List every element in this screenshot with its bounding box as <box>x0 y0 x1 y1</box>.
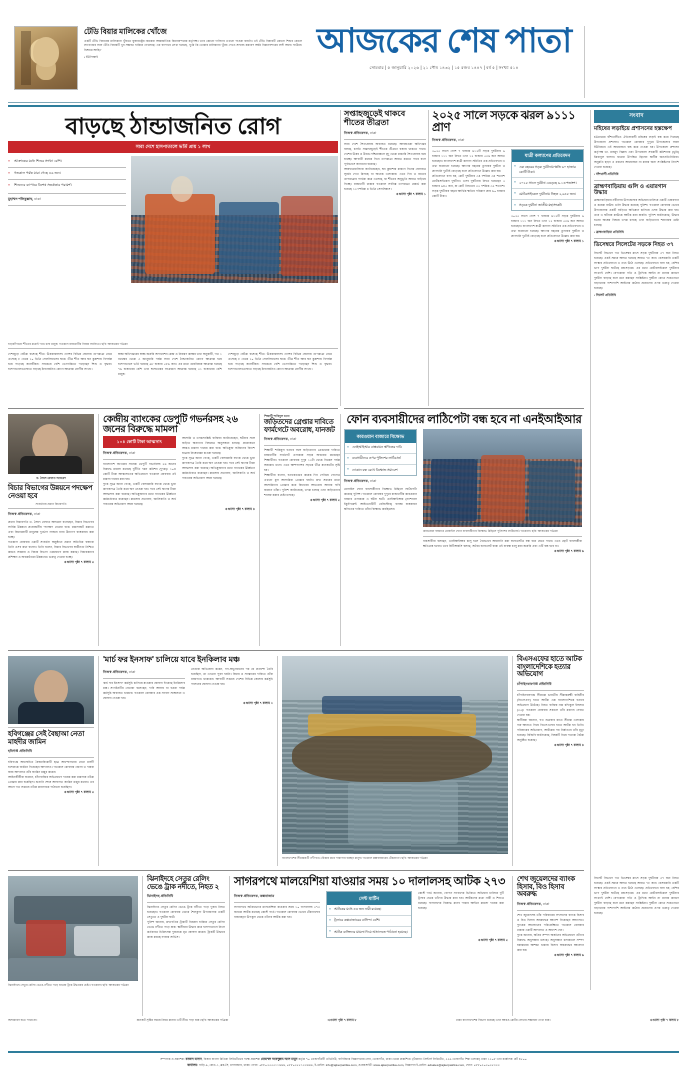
bsf-text-1: চাঁপাইনবাবগঞ্জ সীমান্তে ভারতীয় সীমান্তরক্ষী বাহিনীর (বিএসএফ) হাতে আটক এক বাংলাদেশিকে হত্যার অভিযোগ উঠেছে। নিহত ব্যক্তির নাম রফিকুল ইসলাম (৩৫)। গতকাল রোববার সকালে তাঁর মরদেহ ফেরত দেওয়া হয়। <box>517 692 584 717</box>
habiganj-continuation: এগুলো পৃষ্ঠা ৭ কলাম ৩ <box>64 790 94 795</box>
road-text-col <box>432 149 505 240</box>
lead-text-col-1: দেশজুড়ে জেঁকে বসেছে শীত। উত্তরাঞ্চলসহ দেশের বিভিন্ন জেলায় তাপমাত্রা নেমে এসেছে ৮ থেকে ১০ ডিগ্রি সেলসিয়াসের ঘরে। তীব্র শীত আর ঘন কুয়াশায় বিপর্যস্ত হয়ে পড়েছে জনজীবন। সবচেয়ে বেশি ভোগান্তিতে পড়েছেন শিশু ও বৃদ্ধরা। হাসপাতালগুলোতে বাড়ছে ঠান্ডাজনিত রোগে আক্রান্ত রোগীর সংখ্যা। <box>8 352 112 372</box>
phone-factbox-row: » এনইআইআর বাস্তবায়ন স্থগিতের দাবি <box>345 443 416 454</box>
rail-item-headline: ব্রাহ্মণবাড়িয়ায় গুলি ও এয়ারগান উদ্ধার <box>594 183 667 196</box>
bsf-story[interactable] <box>517 656 584 749</box>
march-text-2: নেতারা অভিযোগ করেন, গণ-অভ্যুত্থানের পর যে প্রত্যাশা তৈরি হয়েছিল, তা এখনো পূরণ হয়নি। বিচার ও সংস্কারের দাবিতে তাঁরা রাজপথে থাকবেন। আগামী সপ্তাহে দেশের বিভিন্ন জেলায় কর্মসূচি পালনের ঘোষণা দেওয়া হয়। <box>191 666 273 686</box>
road-byline-name: নিজস্ব প্রতিবেদক, <box>432 137 457 142</box>
teddy-bear-photo <box>14 26 78 90</box>
rail-item[interactable] <box>594 126 679 176</box>
footer-contact: বাড়ি-৯, রোড-১, ব্লক-সি, মগবাজার, ঢাকা। ফোন: +৮৮০২৫৫৫১১৬৬৬, +৮৮০২৫৫১২২৬৬৬, ই-মেইল: info@ajkerpatrika.com, ওয়েবসাইট: www.ajkerpatrika.com, বিজ্ঞাপন ই-মেইল: adsales@ajkerpatrika.com, ফোন: +৮৮০২০২০২৫৩২২ <box>198 1062 500 1067</box>
bridge-byline: ঝিনাইদহ প্রতিনিধি <box>147 894 174 899</box>
masthead <box>8 22 679 104</box>
judge-byline <box>8 511 94 518</box>
road-box-col <box>511 149 584 240</box>
bank-text-4: দুদক সূত্রে জানা গেছে, একটি বেসরকারি ব্যাংক থেকে ভুয়া কাগজপত্র তৈরি করে ঋণ নেওয়া হয়। পরে সেই ঋণের টাকা আত্মসাৎ করা হয়েছে। অভিযুক্তদের মধ্যে ব্যাংকের ঊর্ধ্বতন কর্মকর্তারাও রয়েছেন। মামলায় প্রতারণা, জালিয়াতি ও অর্থ পাচারের অভিযোগ আনা হয়েছে। <box>182 456 255 481</box>
road-continuation: এগুলো পৃষ্ঠা ৭ কলাম ১ <box>554 239 584 244</box>
bridge-photo <box>8 876 138 981</box>
sheikh-headline: শেখ জুয়েলদের ব্যাংক হিসাব, বিও হিসাব অবরুদ্ধ <box>517 876 575 899</box>
jump-strip-mid: যানজট সৃষ্টির সময়ে নিয়ম মানার এটি নীচে পড়া যায়। ছবি: আজকের পত্রিকা <box>136 1018 229 1022</box>
habiganj-photo <box>8 656 94 724</box>
judge-photo <box>8 414 94 474</box>
col-divider-low-1 <box>98 656 99 866</box>
judge-text-1: প্রধান বিচারপতি ড. সৈয়দ রেফাত আহমেদ বলেছেন, বিচার বিভাগের সার্বিক উন্নয়নে প্রয়োজনীয় পদক্ষেপ নেওয়া হবে। মামলাজট কমাতে এবং বিচারপ্রার্থী মানুষের দুর্ভোগ লাঘবে নানা উদ্যোগ বাস্তবায়ন করা হচ্ছে। <box>8 520 94 540</box>
boat-photo-caption: বাংলাদেশের সীমান্তবর্তী নদীপথে নৌকায় করে পারাপার হচ্ছেন মানুষ। গতকাল কক্সবাজারের টেকনাফে। ছবি: আজকের পত্রিকা <box>282 856 428 860</box>
sea-text-1: সাগরপথে অবৈধভাবে মালয়েশিয়া যাওয়ার সময় ১০ দালালসহ ২৭৩ জনকে আটক করেছে কোস্ট গার্ড। গতকাল রোববার ভোরে টেকনাফের বাহারছড়া উপকূল থেকে তাঁদের আটক করা হয়। <box>234 905 320 920</box>
march-continuation: এগুলো পৃষ্ঠা ৭ কলাম ২ <box>243 700 273 705</box>
rail-item[interactable] <box>594 184 679 236</box>
road-factbox <box>511 149 584 212</box>
lead-red-bar: সারা দেশে হাসপাতালে ভর্তি প্রায় ১ লাখ <box>8 141 338 153</box>
habiganj-byline: হবিগঞ্জ প্রতিনিধি <box>8 749 32 754</box>
phone-headline: ফোন ব্যবসায়ীদের লাঠিপেটা বন্ধ হবে না এনইআইআর <box>346 414 582 426</box>
teaser-text: একটি টেডি বিয়ারের মালিকানা খুঁজতে যুক্তরাষ্ট্রের নামকরা আন্তর্জাতিক বিমানবন্দরের কর্তৃপক্ষ। তবে কোনো দাবিদার এখনো পাওয়া যায়নি। এই টেডি বিয়ারটি কোনো শিশুর কোলে লাগেজের সঙ্গে টেডি বিয়ারটি খুব সম্ভবত হারিয়ে ফেলেছে। এর ব্যাপারে লেখা হয়েছে, 'তুমি কি তোমার মালিকানা খুঁজে পেতে সাহায্য করবে? আমি বিমানবন্দরের লস্ট অ্যান্ড ফাউন্ডে বিশ্রামে আছি।' <box>84 38 302 53</box>
lead-byline-loc: ঢাকা <box>33 197 41 202</box>
march-headline: 'মার্চ ফর ইনসাফ' চালিয়ে যাবে ইনকিলাব মঞ্চ <box>103 655 240 664</box>
sheikh-continuation: এগুলো পৃষ্ঠা ৭ কলাম ৬ <box>554 952 584 957</box>
phone-photo <box>423 429 582 527</box>
footer-address: কর্তৃক ৭০ তেজগাঁওয়ী এভিনিউ, বাণিজ্যিক বিজ্ঞাপনের লেন, তেজগাঁও, ঢাকা থেকে প্রকাশিত। (ঠিকানা: প্রিন্টার্স লিমিটেড, ২২৯ তেজগাঁও শিল্প এলাকা) ঢাকা ১২০৮ এনা কার্যালয়: প্লট ৪৫০০ <box>297 1057 527 1062</box>
rail-item-text: ব্রাহ্মণবাড়িয়ার নবীনগর উপজেলায় অভিযান চালিয়ে একটি এয়ারগান ও কয়েক রাউন্ড গুলি উদ্ধার করেছে পুলিশ। গতকাল রোববার ভোরে উপজেলার একটি বাড়িতে অভিযান চালিয়ে এসব উদ্ধার করা হয়। তবে এ ঘটনায় কাউকে আটক করা যায়নি। পুলিশ জানিয়েছে, উদ্ধার হওয়া অস্ত্রের বিষয়ে তদন্ত চলছে এবং জড়িতদের শনাক্তের চেষ্টা চলছে। <box>594 198 679 228</box>
bsf-continuation: এগুলো পৃষ্ঠা ৭ কলাম ৪ <box>554 742 584 747</box>
right-rail <box>594 110 679 298</box>
bank-continuation: এগুলো পৃষ্ঠা ৭ কলাম ৪ <box>225 506 255 511</box>
bank-text-2: দুদক সূত্রে জানা গেছে, একটি বেসরকারি ব্যাংক থেকে ভুয়া কাগজপত্র তৈরি করে ঋণ নেওয়া হয়। পরে সেই ঋণের টাকা আত্মসাৎ করা হয়েছে। অভিযুক্তদের মধ্যে ব্যাংকের ঊর্ধ্বতন কর্মকর্তারাও রয়েছেন। মামলায় প্রতারণা, জালিয়াতি ও অর্থ পাচারের অভিযোগ আনা হয়েছে। <box>103 481 176 506</box>
phone-byline-loc: ঢাকা <box>368 479 377 484</box>
jump-strip-mid3: ঢাকা বাংলাদেশের বিভাগ রয়েছে এবং আরও মোটর লেখার সম্ভাবনা দেখা যায়। <box>456 1018 551 1022</box>
jump-strip-mid2: এগুলো পৃষ্ঠা ৭ কলাম ৮ <box>327 1018 357 1022</box>
bank-story[interactable] <box>103 414 255 513</box>
road-factbox-row: » মোটরসাইকেল দুর্ঘটনায় নিহত ২,৯৪৫ জন। <box>512 189 583 200</box>
col-divider-bot-2 <box>229 876 230 1016</box>
road-text-2: প্রতিবেদনে বলা হয়, মোট দুর্ঘটনার ৩৪ দশমিক ৩৪ শতাংশ মোটরসাইকেল দুর্ঘটনা। এসব দুর্ঘটনায় নিহত হয়েছেন ২ হাজার ৯৪৫ জন, যা মোট নিহতের ৩২ দশমিক ৩২ শতাংশ। সড়ক দুর্ঘটনায় বছরে আর্থিক ক্ষতির পরিমাণ প্রায় ৬০ হাজার কোটি টাকা। <box>432 173 505 198</box>
page-footer <box>8 1051 679 1068</box>
habiganj-text-2: আইনজীবীরা জানান, চাঁদাবাজির অভিযোগে দায়ের করা মামলায় তাঁকে গ্রেপ্তার করা হয়েছিল। শুনানি শেষে আদালত জামিন মঞ্জুর করেন। এর আগে গত সপ্তাহে তাঁকে কারাগারে পাঠানো হয়েছিল। <box>8 775 94 790</box>
footer-editor-name: কাজল হাসান <box>185 1057 202 1062</box>
judge-headline: বিচার বিভাগের উন্নয়নে পদক্ষেপ নেওয়া হবে <box>8 485 93 500</box>
protest-text-1: শিক্ষার্থী শাকিবুল হত্যার সঙ্গে জড়িতদের গ্রেপ্তারের দাবিতে রাজধানীর ফার্মগেট এলাকায় সড়ক অবরোধ করেছেন শিক্ষার্থীরা। গতকাল রোববার দুপুর ১২টা থেকে বিকেল পর্যন্ত অবরোধ চলে। এতে আশপাশের সড়কে তীব্র যানজটের সৃষ্টি হয়। <box>264 448 340 473</box>
footer-line-2 <box>8 1063 679 1068</box>
march-byline <box>103 669 185 676</box>
col-divider-low-2 <box>277 656 278 866</box>
sheikh-byline <box>517 901 584 908</box>
sea-factbox-title: সেন্ট মার্টিন <box>327 892 411 904</box>
road-text-1: ২০২৫ সালে দেশে ৭ হাজার ৬১২টি সড়ক দুর্ঘটনায় ৯ হাজার ১১১ জন নিহত এবং ১২ হাজার ৫৩৬ জন আহত হয়েছেন। বাংলাদেশ যাত্রী কল্যাণ সমিতির এক প্রতিবেদনে এ তথ্য জানানো হয়েছে। আগের বছরের তুলনায় দুর্ঘটনা ও প্রাণহানি দুটোই বেড়েছে বলে প্রতিবেদনে উল্লেখ করা হয়। <box>432 148 505 173</box>
protest-headline: জড়িতদের গ্রেপ্তার দাবিতে ফার্মগেটে অবরোধ, যানজট <box>264 419 335 434</box>
rail-item-headline: মহিষের লড়াইয়ে প্রশাসনের হস্তক্ষেপ <box>594 126 672 133</box>
bank-text-1: বাংলাদেশ ব্যাংকের সাবেক ডেপুটি গভর্নরসহ ২৬ জনের বিরুদ্ধে মামলা করেছে দুর্নীতি দমন কমিশন (দুদক)। ১০৪ কোটি টাকা আত্মসাতের অভিযোগে গতকাল রোববার এই মামলা দায়ের করা হয়। <box>103 461 176 481</box>
sheikh-story[interactable] <box>517 876 584 959</box>
lead-bullets <box>8 156 126 283</box>
rail-bottom-text: সিলেট বিভাগে গত ডিসেম্বর মাসে সড়ক দুর্ঘটনায় ৩৭ জন নিহত হয়েছে। একই সময়ে আহত হয়েছে আরও ৭৮ জন। বেসরকারি একটি সংস্থার প্রতিবেদনে এ তথ্য উঠে এসেছে। প্রতিবেদনে বলা হয়, বেশির ভাগ দুর্ঘটনা ঘটেছে মহাসড়কে। এর মধ্যে মোটরসাইকেল দুর্ঘটনার সংখ্যাই বেশি। বেপরোয়া গতি ও ট্রাফিক আইন না মানার কারণে দুর্ঘটনা বাড়ছে বলে মনে করছেন সংশ্লিষ্টরা। দুর্ঘটনা রোধে সচেতনতা বাড়ানোর পাশাপাশি আইনের কঠোর প্রয়োগের ওপর গুরুত্ব দেওয়া হয়েছে। <box>594 876 679 915</box>
bridge-story[interactable] <box>147 876 225 940</box>
habiganj-headline: হবিগঞ্জের সেই বৈছাআ নেতা মাহদীর জামিন <box>8 731 85 746</box>
lead-bullet: » শিশুদের ব্যাপারে বিশেষ সতর্কতার পরামর্শ। <box>8 180 126 191</box>
rail-bottom <box>594 876 679 916</box>
phone-text-2: ব্যবসায়ীরা বলছেন, এনইআইআর চালু হলে বৈধভাবে আমদানি করা হ্যান্ডসেটও বন্ধ হয়ে যেতে পারে। এতে ছোট ব্যবসায়ীরা ক্ষতিগ্রস্ত হবেন। তবে বিটিআরসি বলছে, অবৈধ হ্যান্ডসেট বন্ধে এই ব্যবস্থা চালু করা জরুরি এবং এটি বন্ধ হবে না। <box>423 538 582 548</box>
protest-text-2: শিক্ষার্থীরা বলেন, হত্যাকাণ্ডের কয়েক দিন পেরিয়ে গেলেও এখনো মূল আসামিরা গ্রেপ্তার হয়নি। দ্রুত সময়ের মধ্যে আসামিদের গ্রেপ্তার করে বিচারের আওতায় আনার দাবি জানান তাঁরা। পুলিশ জানিয়েছে, তদন্ত চলছে এবং জড়িতদের শনাক্ত করার চেষ্টা চলছে। <box>264 473 340 498</box>
weather-continuation: এগুলো পৃষ্ঠা ৭ কলাম ১ <box>396 191 426 196</box>
road-byline-loc: ঢাকা <box>456 137 465 142</box>
bsf-byline: চাঁপাইনবাবগঞ্জ প্রতিনিধি <box>517 681 552 686</box>
rail-item-text: চট্টগ্রামের বাঁশখালীতে ঐতিহ্যবাহী মহিষের লড়াই বন্ধ করে দিয়েছে উপজেলা প্রশাসন। গতকাল রোববার দুপুরে উপজেলার সরল ইউনিয়নে এই আয়োজন বন্ধ করে দেওয়া হয়। উপজেলা প্রশাসন কর্তৃপক্ষ ডা. মাহমুদ বিল্লাহ এবং উপজেলা সহকারী কমিশনার (ভূমি) ইমরানুল হাসান। যাওয়া উপস্থিত ছিলেন স্থানীয় জনপ্রতিনিধিরা। অনুমতি ছাড়া এ ধরনের আয়োজন না করার জন্য সংশ্লিষ্টদের নির্দেশ দেওয়া হয়েছে। <box>594 134 679 169</box>
footer-publisher-label: , বিজন বাংলা মিডিয়া লিমিটেডের পক্ষে প্রকাশক <box>201 1057 261 1062</box>
boat-photo-block <box>282 656 508 860</box>
protest-byline-loc: ঢাকা <box>288 437 297 442</box>
jump-strip-right: এগুলো পৃষ্ঠা ৭ কলাম ৮ <box>649 1018 679 1022</box>
protest-continuation: এগুলো পৃষ্ঠা ৭ কলাম ৫ <box>310 498 340 503</box>
rail-item[interactable] <box>594 242 679 297</box>
bank-byline-name: নিজস্ব প্রতিবেদক, <box>103 450 128 455</box>
footer-office-label: কার্যালয়: <box>187 1062 199 1067</box>
road-story[interactable] <box>432 110 584 245</box>
rule-mid-left <box>8 408 338 409</box>
rail-item-text: সিলেট বিভাগে গত ডিসেম্বর মাসে সড়ক দুর্ঘটনায় ৩৭ জন নিহত হয়েছে। একই সময়ে আহত হয়েছে আরও ৭৮ জন। বেসরকারি একটি সংস্থার প্রতিবেদনে এ তথ্য উঠে এসেছে। প্রতিবেদনে বলা হয়, বেশির ভাগ দুর্ঘটনা ঘটেছে মহাসড়কে। এর মধ্যে মোটরসাইকেল দুর্ঘটনার সংখ্যাই বেশি। বেপরোয়া গতি ও ট্রাফিক আইন না মানার কারণে দুর্ঘটনা বাড়ছে বলে মনে করছেন সংশ্লিষ্টরা। দুর্ঘটনা রোধে সচেতনতা বাড়ানোর পাশাপাশি আইনের কঠোর প্রয়োগের ওপর গুরুত্ব দেওয়া হয়েছে। <box>594 250 679 290</box>
protest-kicker: শিক্ষার্থী শাকিবুল হত্যা <box>264 414 290 418</box>
rail-divider <box>590 110 591 990</box>
rule-top-1 <box>8 102 679 103</box>
bridge-headline: ঝিনাইদহে সেতুর রেলিং ভেঙে ট্রাক নদীতে, নিহত ২ <box>147 876 220 891</box>
dateline: সোমবার | ৫ জানুয়ারি ২০২৬ | ২১ পৌষ ১৪৩২ | ১৫ রজব ১৪৪৭ | বর্ষ ৫ | সংখ্যা ৫১৪ <box>369 64 519 70</box>
teaser-box <box>14 26 302 92</box>
road-text-3: ২০২৫ সালে দেশে ৭ হাজার ৬১২টি সড়ক দুর্ঘটনায় ৯ হাজার ১১১ জন নিহত এবং ১২ হাজার ৫৩৬ জন আহত হয়েছেন। বাংলাদেশ যাত্রী কল্যাণ সমিতির এক প্রতিবেদনে এ তথ্য জানানো হয়েছে। আগের বছরের তুলনায় দুর্ঘটনা ও প্রাণহানি দুটোই বেড়েছে বলে প্রতিবেদনে উল্লেখ করা হয়। <box>511 214 584 239</box>
newspaper-sheet <box>8 22 679 1022</box>
march-text-1: 'মার্চ ফর ইনসাফ' কর্মসূচি চালিয়ে যাওয়ার ঘোষণা দিয়েছে ইনকিলাব মঞ্চ। সংগঠনটির নেতারা বলেছেন, দাবি আদায় না হওয়া পর্যন্ত কর্মসূচি অব্যাহত থাকবে। গতকাল রোববার এক সংবাদ সম্মেলনে এ ঘোষণা দেওয়া হয়। <box>103 680 185 700</box>
sheikh-text-2: দুদক জানায়, অবৈধ সম্পদ অর্জনের অভিযোগে তাঁদের বিরুদ্ধে অনুসন্ধান চলছে। অনুসন্ধান চলাকালে সম্পদ হস্তান্তরের আশঙ্কা থাকায় হিসাব অবরুদ্ধের আবেদন করা হয়। <box>517 932 584 952</box>
phone-byline-name: নিজস্ব প্রতিবেদক, <box>344 479 369 484</box>
judge-story[interactable] <box>8 414 94 566</box>
boat-photo <box>282 656 508 854</box>
sheikh-text-1: শেখ জুয়েলসহ তাঁর পরিবারের সদস্যদের ব্যাংক হিসাব ও বিও হিসাব অবরুদ্ধের আদেশ দিয়েছেন আদালত। দুদকের আবেদনের পরিপ্রেক্ষিতে গতকাল রোববার ঢাকার একটি আদালত এ আদেশ দেন। <box>517 912 584 932</box>
bank-byline <box>103 450 176 457</box>
phone-caption: কারওয়ান বাজারে মোবাইল ফোন ব্যবসায়ীদের বিক্ষোভ মিছিলে পুলিশের লাঠিচার্জ। গতকাল। ছবি: আজকের পত্রিকা <box>423 529 558 534</box>
col-divider-mid-1 <box>98 414 99 646</box>
sea-text-2: কোস্ট গার্ড জানায়, গোপন সংবাদের ভিত্তিতে অভিযান চালিয়ে দুটি ট্রলার থেকে তাঁদের উদ্ধার করা হয়। আটকদের মধ্যে নারী ও শিশুও রয়েছে। দালালদের বিরুদ্ধে মানব পাচার আইনে মামলা দায়ের করা হয়েছে। <box>418 891 504 911</box>
judge-text-2: গতকাল রোববার একটি সংবর্ধনা অনুষ্ঠানে প্রধান অতিথির বক্তব্যে তিনি এসব কথা বলেন। তিনি বলেন, বিচার বিভাগের স্বাধীনতা নিশ্চিত করতে সরকার ও বিচার বিভাগ একযোগে কাজ করছে। বিচারকদের প্রশিক্ষণ ও অবকাঠামো উন্নয়নেও গুরুত্ব দেওয়া হচ্ছে। <box>8 540 94 560</box>
jump-strip-left: অসাধারণ হতে পারে না। <box>8 1018 38 1022</box>
rule-bottom <box>8 870 584 871</box>
lead-body <box>8 342 338 377</box>
habiganj-story[interactable] <box>8 656 94 796</box>
bridge-text-1: ঝিনাইদহে সেতুর রেলিং ভেঙে ট্রাক নদীতে পড়ে দুজন নিহত হয়েছেন। গতকাল রোববার ভোরে শৈলকুপা উপজেলার একটি সেতুতে এ দুর্ঘটনা ঘটে। <box>147 905 225 920</box>
bank-red-bar: ১০৪ কোটি টাকা আত্মসাৎ <box>103 436 176 447</box>
col-divider-4 <box>340 110 341 406</box>
judge-continuation: এগুলো পৃষ্ঠা ৭ কলাম ৩ <box>64 560 94 565</box>
weather-headline: সপ্তাহজুড়েই থাকবে শীতের তীব্রতা <box>344 109 406 127</box>
phone-story[interactable] <box>344 414 584 555</box>
col-divider-bot-3 <box>512 876 513 1016</box>
sea-factbox <box>326 891 412 938</box>
bank-text-3: আসামি ও তদন্তসংশ্লিষ্ট ব্যক্তিরা জানিয়েছেন, ঘটনার সঙ্গে জড়িত অন্যদের বিষয়েও অনুসন্ধান চলছে। প্রয়োজনে আরও মামলা দায়ের করা হবে। অভিযুক্ত ব্যক্তিদের বিদেশ যাত্রায় নিষেধাজ্ঞা চাওয়া হয়েছে। <box>182 436 255 456</box>
col-divider-mid-2 <box>259 414 260 646</box>
bsf-text-2: স্থানীয়রা জানান, গত শুক্রবার রাতে সীমান্ত এলাকায় গরু আনতে গিয়ে বিএসএফের হাতে আটক হন তিনি। পরিবারের অভিযোগ, আটকের পর নির্যাতনে তাঁর মৃত্যু হয়েছে। বিজিবি জানিয়েছে, বিষয়টি নিয়ে পতাকা বৈঠক অনুষ্ঠিত হয়েছে। <box>517 717 584 742</box>
paper-title: আজকের শেষ পাতা <box>316 23 572 60</box>
rail-item-source: • সিলেট প্রতিনিধি <box>594 292 617 297</box>
bank-headline: কেন্দ্রীয় ব্যাংকের ডেপুটি গভর্নরসহ ২৬ জনের বিরুদ্ধে মামলা <box>103 413 238 435</box>
rail-item-headline: ডিসেম্বরে সিলেটের সড়কে নিহত ৩৭ <box>594 242 674 249</box>
lead-caption: হাড়কাঁপানো শীতের মধ্যেই পথে চলা মানুষ। গতকাল রাজধানীর বিজয় সরণিতে। ছবি: আজকের পত্রিকা <box>8 342 128 346</box>
phone-text-1: মোবাইল ফোন ব্যবসায়ীদের বিক্ষোভ মিছিলে লাঠিপেটা করেছে পুলিশ। গতকাল রোববার দুপুরে রাজধানীর কারওয়ান বাজার এলাকায় এ ঘটনা ঘটে। এনইআইআর (ন্যাশনাল ইকুইপমেন্ট আইডেনটিটি রেজিস্টার) ব্যবস্থা বাস্তবায়ন স্থগিতের দাবিতে তাঁরা বিক্ষোভ করছিলেন। <box>344 487 417 512</box>
weather-story[interactable] <box>344 110 426 198</box>
phone-factbox-row: » ব্যবসায়ীদের ওপর পুলিশের লাঠিচার্জ <box>345 454 416 465</box>
sheikh-byline-loc: ঢাকা <box>541 901 550 906</box>
lead-bullet: » গতকাল পর্যন্ত মারা গেছে ৪৬ জন। <box>8 168 126 179</box>
sea-continuation: এগুলো পৃষ্ঠা ৭ কলাম ৫ <box>478 938 508 943</box>
weather-byline-name: নিজস্ব প্রতিবেদক, <box>344 130 369 135</box>
road-factbox-row: » ২০২৫ সালে দুর্ঘটনা বেড়েছে ৬.১৩ শতাংশ। <box>512 178 583 189</box>
sea-headline: সাগরপথে মালয়েশিয়া যাওয়ার সময় ১০ দালালসহ আটক ২৭৩ <box>234 876 506 888</box>
masthead-divider <box>584 26 585 98</box>
sea-factbox-row: » আটক ব্যক্তিদের মামলা দিয়ে আদালতে পাঠানো হয়েছে। <box>327 927 411 937</box>
protest-byline <box>264 436 340 443</box>
lead-byline-name: মুহাম্মদ শফিকুল্লাহ, <box>8 197 34 202</box>
bridge-text-2: পুলিশ জানায়, দ্রুতগতির ট্রাকটি নিয়ন্ত্রণ হারিয়ে সেতুর রেলিং ভেঙে নদীতে পড়ে যায়। স্থানীয়রা উদ্ধার করে হাসপাতালে নিলে কর্তব্যরত চিকিৎসক দুজনকে মৃত ঘোষণা করেন। ট্রাকটি উদ্ধারে কাজ করছে ফায়ার সার্ভিস। <box>147 920 225 940</box>
teaser-source: • ইউপিআই <box>84 55 98 60</box>
sea-story[interactable] <box>234 876 508 944</box>
habiganj-text-1: হবিগঞ্জে আলোচিত বৈষম্যবিরোধী ছাত্র আন্দোলনের নেতা মাহদী হাসানকে জামিন দিয়েছেন আদালত। গতকাল রোববার জেলা ও দায়রা জজ আদালত তাঁর জামিন মঞ্জুর করেন। <box>8 760 94 775</box>
phone-byline <box>344 478 417 485</box>
footer-publisher-name: মোহাম্মদ আবদুল্লাহ আল মামুন <box>260 1057 298 1062</box>
phone-factbox-row: » দোকান বন্ধ রেখে বিক্ষোভ সমাবেশ <box>345 465 416 475</box>
phone-continuation: এগুলো পৃষ্ঠা ৭ কলাম ৬ <box>554 548 584 553</box>
judge-name: ড. সৈয়দ রেফাত আহমেদ <box>36 476 66 480</box>
phone-factbox <box>344 429 417 476</box>
rail-item-source: • বাঁশখালী প্রতিনিধি <box>594 171 619 176</box>
sea-factbox-row: » ট্রলারে কক্সবাজারের বাসিন্দা বেশি। <box>327 916 411 927</box>
bank-byline-loc: ঢাকা <box>127 450 136 455</box>
col-divider-5 <box>428 110 429 406</box>
weather-byline-loc: ঢাকা <box>368 130 377 135</box>
jump-strip <box>8 1018 679 1024</box>
footer-editor-label: সম্পাদক ও প্রকাশক: <box>160 1057 186 1062</box>
rule-lower <box>8 650 584 651</box>
bridge-photo-caption: ঝিনাইদহে সেতুর রেলিং ভেঙে নদীতে পড়ে যাওয়া ট্রাক উদ্ধারের চেষ্টা। গতকাল। ছবি: আজকের পত্রিকা <box>8 983 129 987</box>
footer-rule <box>8 1051 679 1053</box>
road-headline: ২০২৫ সালে সড়কে ঝরল ৯১১১ প্রাণ <box>432 110 576 135</box>
road-byline <box>432 137 584 144</box>
rule-mid-right <box>344 408 584 409</box>
road-factbox-title: যাত্রী কল্যাণের প্রতিবেদন <box>512 150 583 162</box>
judge-byline-name: নিজস্ব প্রতিবেদক, <box>8 512 33 517</box>
march-byline-name: নিজস্ব প্রতিবেদক, <box>103 669 128 674</box>
rail-item-source: • ব্রাহ্মণবাড়িয়া প্রতিনিধি <box>594 230 624 235</box>
bridge-photo-block <box>8 876 138 987</box>
masthead-logo-block <box>308 24 580 72</box>
weather-byline <box>344 130 426 137</box>
phone-factbox-title: কারওয়ান বাজারে বিক্ষোভ <box>345 430 416 442</box>
protest-byline-name: নিজস্ব প্রতিবেদক, <box>264 437 289 442</box>
col-divider-mid-3 <box>340 414 341 646</box>
sheikh-byline-name: নিজস্ব প্রতিবেদক, <box>517 901 542 906</box>
sea-byline: নিজস্ব প্রতিবেদক, কক্সবাজার <box>234 894 275 899</box>
sea-factbox-row: » আটকের মধ্যে ৪৩ জন নারী রয়েছে। <box>327 905 411 916</box>
protest-story[interactable] <box>264 414 340 504</box>
lead-bullet: » আক্রান্তের মধ্যে শিশুর সংখ্যা বেশি। <box>8 156 126 167</box>
march-story[interactable] <box>103 656 273 707</box>
road-factbox-row: » সড়কে দুর্ঘটনা জাতীয় মহাসংকট। <box>512 200 583 210</box>
lead-text-col-2: স্বাস্থ্য অধিদপ্তরের স্বাস্থ্য জরুরি অপারেশন কেন্দ্র ও নিয়ন্ত্রণ কক্ষের তথ্য অনুযায়ী, গত ১ নভেম্বর থেকে ৩ জানুয়ারি পর্যন্ত সারা দেশে ঠান্ডাজনিত রোগে আক্রান্ত হয়ে হাসপাতালে ভর্তি হয়েছে ৯৮ হাজার ৫৮৬ জন। এর মধ্যে ডায়রিয়ায় আক্রান্ত হয়েছে ৭৬ হাজারের বেশি এবং শ্বাসতন্ত্রের সংক্রমণে আক্রান্ত হয়েছে ২১ হাজারের বেশি মানুষ। <box>118 352 222 377</box>
judge-subhead: সংবর্ধনায় প্রধান বিচারপতি <box>35 502 67 507</box>
weather-text-2: আবহাওয়াবিদরা জানিয়েছেন, ঘন কুয়াশার কারণে দিনের বেলায়ও সূর্যের দেখা মিলছে না অনেক এলাকায়। এতে দিন ও রাতের তাপমাত্রার পার্থক্য কমে এসেছে, যা শীতের অনুভূতি আরও বাড়িয়ে দিচ্ছে। রাজধানী ঢাকায় গতকাল সর্বনিম্ন তাপমাত্রা রেকর্ড করা হয়েছে ১৩ দশমিক ৪ ডিগ্রি সেলসিয়াস। <box>344 166 426 191</box>
lead-text-col-3: দেশজুড়ে জেঁকে বসেছে শীত। উত্তরাঞ্চলসহ দেশের বিভিন্ন জেলায় তাপমাত্রা নেমে এসেছে ৮ থেকে ১০ ডিগ্রি সেলসিয়াসের ঘরে। তীব্র শীত আর ঘন কুয়াশায় বিপর্যস্ত হয়ে পড়েছে জনজীবন। সবচেয়ে বেশি ভোগান্তিতে পড়েছেন শিশু ও বৃদ্ধরা। হাসপাতালগুলোতে বাড়ছে ঠান্ডাজনিত রোগে আক্রান্ত রোগীর সংখ্যা। <box>228 352 332 372</box>
col-divider-bot-1 <box>142 876 143 1016</box>
lead-byline <box>8 196 126 203</box>
bsf-headline: বিএসএফের হাতে আটক বাংলাদেশিকে হত্যার অভিযোগ <box>517 656 582 679</box>
col-divider-low-3 <box>512 656 513 866</box>
lead-headline: বাড়ছে ঠান্ডাজনিত রোগ <box>65 113 281 139</box>
march-byline-loc: ঢাকা <box>127 669 136 674</box>
rail-header: সংবাদ <box>594 110 679 123</box>
rule-top-2 <box>8 105 679 107</box>
judge-byline-loc: ঢাকা <box>32 512 41 517</box>
teaser-headline: টেডি বিয়ার মালিকের খোঁজে <box>84 27 167 36</box>
road-factbox-row: » এক বছরের সড়ক দুর্ঘটনায় ক্ষতি ৬০ হাজার কোটি টাকা। <box>512 162 583 178</box>
lead-photo <box>131 156 338 283</box>
lead-story[interactable] <box>8 110 338 283</box>
weather-text-1: সারা দেশে শৈত্যপ্রবাহ অব্যাহত রয়েছে। আবহাওয়া অধিদপ্তর বলছে, চলতি সপ্তাহজুড়েই শীতের তীব্রতা বজায় থাকতে পারে। দেশের উত্তর ও উত্তর-পশ্চিমাঞ্চলে মৃদু থেকে মাঝারি শৈত্যপ্রবাহ বয়ে যাচ্ছে। আগামী কয়েক দিনে তাপমাত্রা আরও কমতে পারে বলে পূর্বাভাসে জানানো হয়েছে। <box>344 141 426 166</box>
